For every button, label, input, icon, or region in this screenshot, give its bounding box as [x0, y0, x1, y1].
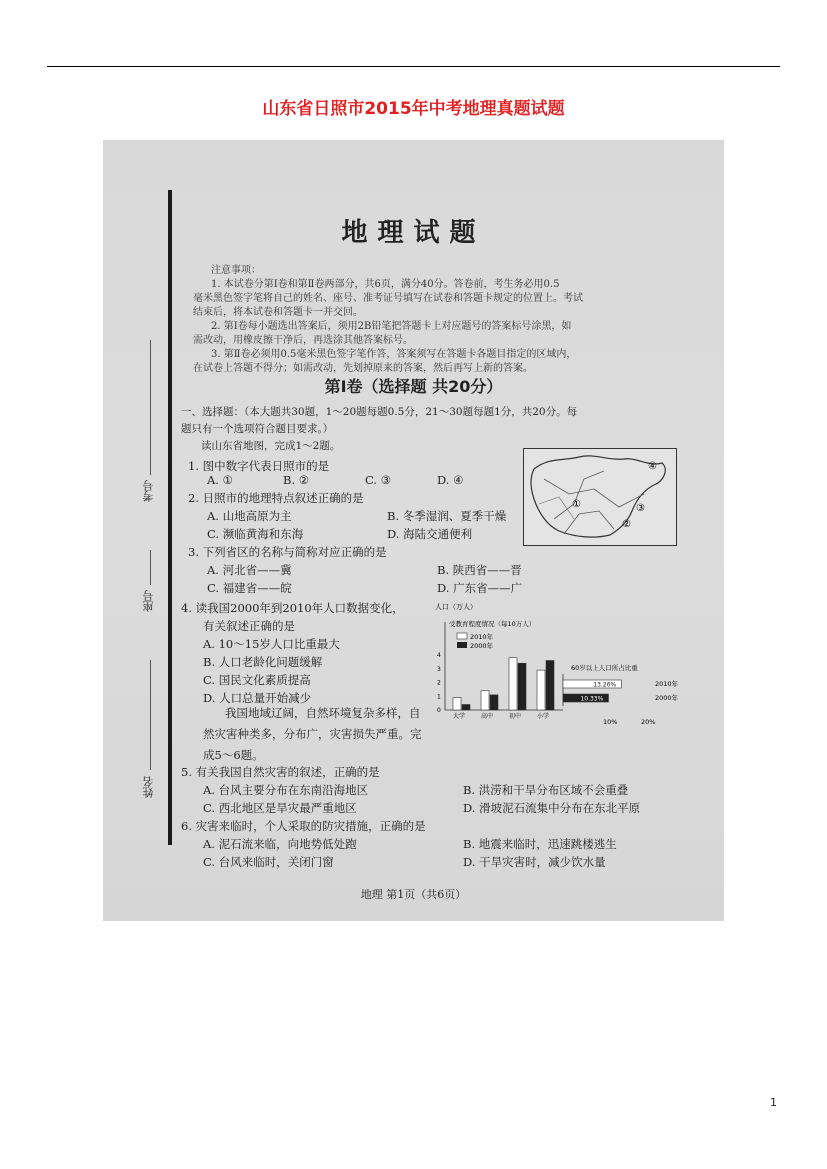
legend-swatch-2000 — [457, 642, 467, 648]
chart2-xtick-10: 10% — [603, 718, 618, 726]
map-label-2: ② — [622, 519, 631, 530]
page-number: 1 — [770, 1096, 777, 1109]
map-graphic — [524, 449, 676, 545]
chart1-bar-2010年 — [453, 698, 461, 710]
note-line: 毫米黑色签字笔将自己的姓名、座号、准考证号填写在试卷和答题卡规定的位置上。考试 — [193, 293, 583, 304]
q6-option-c: C. 台风来临时，关闭门窗 — [203, 855, 334, 869]
chart2-title: 60岁以上人口所占比重 — [571, 664, 638, 672]
section-heading: 第Ⅰ卷（选择题 共20分） — [324, 377, 503, 396]
q6-option-a: A. 泥石流来临，向地势低处跑 — [203, 837, 357, 851]
exam-notes — [193, 264, 683, 376]
note-line: 2. 第Ⅰ卷每小题选出答案后，须用2B铅笔把答题卡上对应题号的答案标号涂黑，如 — [211, 321, 572, 332]
question-6: 6. 灾害来临时，个人采取的防灾措施，正确的是 — [181, 819, 426, 833]
binding-line — [168, 190, 172, 845]
q5-option-b: B. 洪涝和干旱分布区域不会重叠 — [463, 783, 629, 797]
chart1-bar-2000年 — [462, 705, 470, 711]
seat-no-rule — [150, 550, 151, 585]
chart2-value-label: 10.33% — [580, 695, 604, 703]
legend-label-2000: 2000年 — [470, 642, 494, 650]
note-line: 需改动，用橡皮擦干净后，再选涂其他答案标号。 — [193, 335, 413, 346]
chart1-bar-2000年 — [546, 661, 554, 711]
shandong-map — [523, 448, 677, 546]
q1-option-c: C. ③ — [365, 473, 392, 487]
note-line: 3. 第Ⅱ卷必须用0.5毫米黑色签字笔作答，答案须写在答题卡各题目指定的区域内， — [211, 349, 577, 360]
legend-label-2010: 2010年 — [470, 633, 494, 641]
legend-swatch-2010 — [457, 633, 467, 639]
chart1-ytick: 2 — [437, 679, 441, 687]
scanned-exam-page — [103, 140, 724, 921]
exam-title: 地理试题 — [341, 218, 486, 248]
question-3: 3. 下列省区的名称与简称对应正确的是 — [188, 545, 387, 559]
intro-line: 一、选择题：（本大题共30题，1～20题每题0.5分，21～30题每题1分，共20分。每 — [181, 406, 578, 418]
name-label: 姓名 — [142, 776, 155, 798]
question-4-cont: 有关叙述正确的是 — [203, 619, 295, 633]
q3-option-d: D. 广东省——广 — [437, 581, 523, 595]
chart2-value-label: 13.26% — [593, 681, 617, 689]
q4-option-d: D. 人口总量开始减少 — [203, 691, 312, 705]
q1-option-b: B. ② — [283, 473, 310, 487]
chart-svg — [433, 600, 683, 730]
intro-line: 读山东省地图，完成1～2题。 — [201, 440, 341, 452]
chart1-ylabel: 人口（万人） — [435, 603, 477, 611]
chart1-bar-2000年 — [490, 695, 498, 710]
seat-no-label: 座号 — [142, 590, 155, 612]
exam-no-label: 考号 — [142, 480, 155, 502]
name-rule — [150, 660, 151, 770]
q3-option-b: B. 陕西省——晋 — [437, 563, 522, 577]
para-line: 我国地域辽阔，自然环境复杂多样，自 — [225, 706, 421, 720]
chart1-bar-2010年 — [509, 658, 517, 710]
note-line: 在试卷上答题不得分；如需改动，先划掉原来的答案，然后再写上新的答案。 — [193, 363, 533, 374]
chart1-bar-2000年 — [518, 663, 526, 710]
exam-page-footer: 地理 第1页（共6页） — [360, 888, 467, 901]
q3-option-a: A. 河北省——冀 — [207, 563, 292, 577]
disaster-paragraph — [203, 703, 433, 766]
q2-option-c: C. 濒临黄海和东海 — [207, 527, 304, 541]
q2-option-d: D. 海陆交通便利 — [387, 527, 473, 541]
note-line: 结束后，将本试卷和答题卡一并交回。 — [193, 307, 363, 318]
map-label-4: ④ — [648, 461, 657, 472]
notes-title: 注意事项： — [211, 265, 261, 276]
chart1-ytick: 3 — [437, 665, 441, 673]
question-1: 1. 图中数字代表日照市的是 — [188, 459, 330, 473]
chart1-title: 受教育程度情况（每10万人） — [449, 620, 536, 628]
map-label-1: ① — [572, 499, 581, 510]
para-line: 成5～6题。 — [203, 748, 264, 762]
exam-no-rule — [150, 340, 151, 475]
q5-option-c: C. 西北地区是旱灾最严重地区 — [203, 801, 357, 815]
chart2-legend-2000: 2000年 — [655, 694, 679, 702]
chart1-category: 初中 — [509, 713, 522, 720]
q5-option-a: A. 台风主要分布在东南沿海地区 — [203, 783, 369, 797]
population-charts — [433, 600, 683, 730]
chart1-bar-2010年 — [537, 670, 545, 710]
q4-option-b: B. 人口老龄化问题缓解 — [203, 655, 323, 669]
map-label-3: ③ — [636, 503, 645, 514]
header-rule — [47, 66, 780, 67]
q1-option-d: D. ④ — [437, 473, 464, 487]
q3-option-c: C. 福建省——皖 — [207, 581, 292, 595]
chart1-category: 高中 — [481, 713, 494, 720]
question-2: 2. 日照市的地理特点叙述正确的是 — [188, 491, 364, 505]
chart1-ytick: 4 — [437, 652, 441, 659]
chart1-ytick: 1 — [437, 693, 441, 701]
q6-option-d: D. 干旱灾害时，减少饮水量 — [463, 855, 606, 869]
q6-option-b: B. 地震来临时，迅速跳楼逃生 — [463, 837, 617, 851]
question-4: 4. 读我国2000年到2010年人口数据变化， — [181, 601, 404, 615]
chart2-legend-2010: 2010年 — [655, 680, 679, 688]
note-line: 1. 本试卷分第Ⅰ卷和第Ⅱ卷两部分，共6页，满分40分。答卷前，考生务必用0.5 — [211, 279, 560, 290]
q1-option-a: A. ① — [207, 473, 233, 487]
chart2-xtick-20: 20% — [641, 718, 656, 726]
chart1-category: 大学 — [453, 713, 466, 720]
intro-line: 题只有一个选项符合题目要求。） — [181, 423, 334, 435]
document-title: 山东省日照市2015年中考地理真题试题 — [262, 99, 565, 119]
q4-option-a: A. 10～15岁人口比重最大 — [203, 637, 340, 651]
chart1-bar-2010年 — [481, 691, 489, 710]
para-line: 然灾害种类多，分布广，灾害损失严重。完 — [203, 727, 422, 741]
chart1-ytick: 0 — [437, 707, 441, 714]
q4-option-c: C. 国民文化素质提高 — [203, 673, 311, 687]
q2-option-a: A. 山地高原为主 — [207, 509, 292, 523]
q5-option-d: D. 滑坡泥石流集中分布在东北平原 — [463, 801, 641, 815]
chart1-category: 小学 — [537, 713, 550, 720]
question-5: 5. 有关我国自然灾害的叙述，正确的是 — [181, 765, 380, 779]
q2-option-b: B. 冬季湿润、夏季干燥 — [387, 509, 507, 523]
